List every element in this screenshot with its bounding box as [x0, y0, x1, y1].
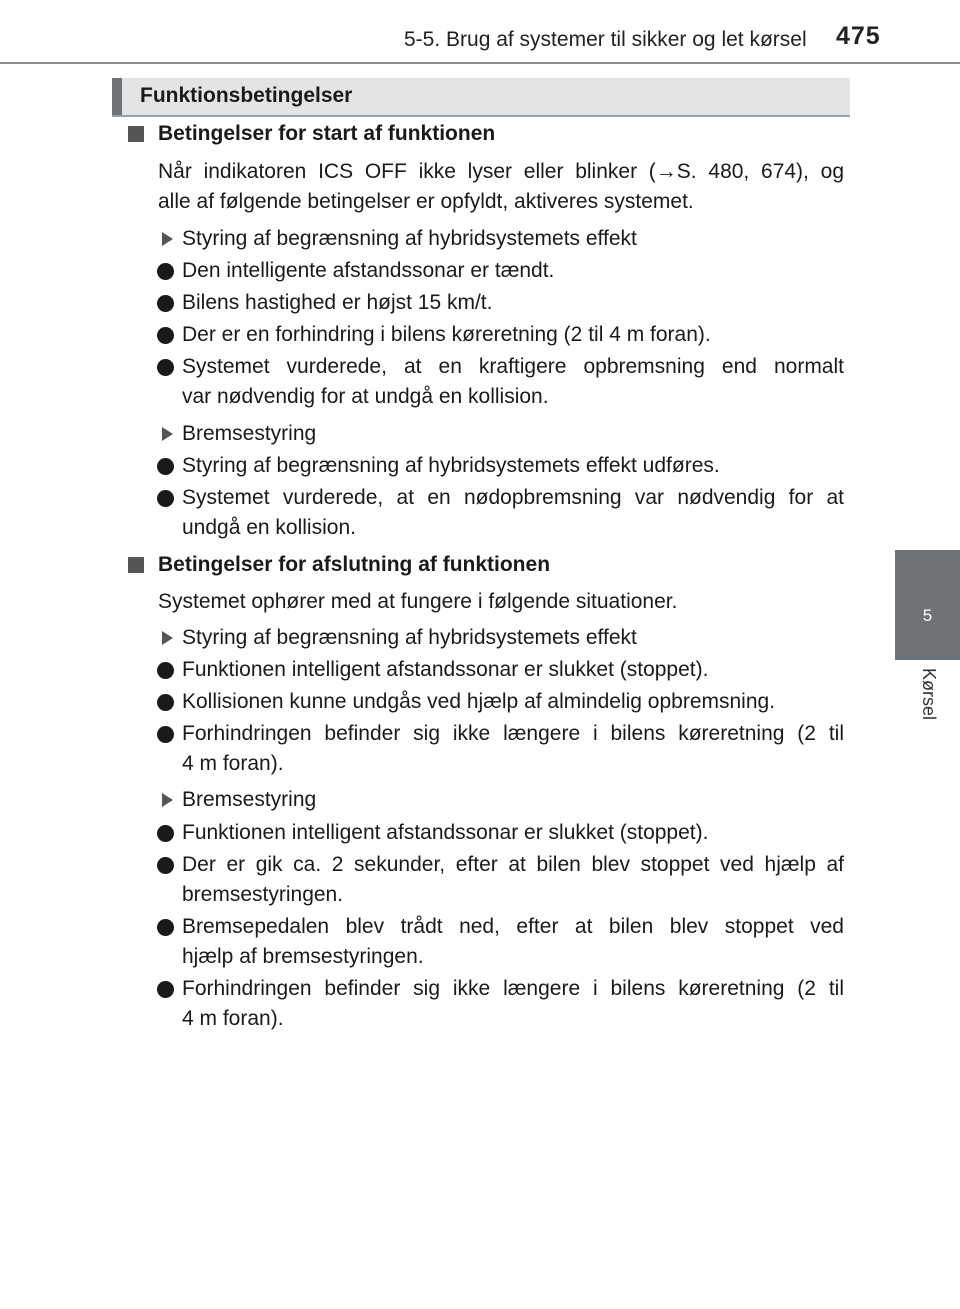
- end-heading: Betingelser for afslutning af funktionen: [158, 553, 551, 576]
- bullet-dot-icon: [157, 295, 174, 312]
- list-item-continuation: hjælp af bremsestyringen.: [182, 945, 424, 968]
- section-title: Funktionsbetingelser: [140, 84, 353, 107]
- triangle-arrow-icon: [162, 427, 173, 441]
- square-bullet-icon: [128, 557, 144, 573]
- triangle-arrow-icon: [162, 631, 173, 645]
- bullet-dot-icon: [157, 662, 174, 679]
- start-heading: Betingelser for start af funktionen: [158, 122, 496, 145]
- list-item-continuation: var nødvendig for at undgå en kollision.: [182, 385, 549, 408]
- bullet-dot-icon: [157, 359, 174, 376]
- start-intro-line: Når indikatoren ICS OFF ikke lyser eller blinker (→S. 480, 674), og: [158, 160, 844, 183]
- page-number: 475: [836, 22, 881, 50]
- list-item-continuation: undgå en kollision.: [182, 516, 356, 539]
- list-item: Den intelligente afstandssonar er tændt.: [182, 259, 555, 282]
- chapter-tab: [895, 550, 960, 660]
- list-item: Forhindringen befinder sig ikke længere i bilens køreretning (2 til: [182, 722, 844, 745]
- bullet-dot-icon: [157, 857, 174, 874]
- list-item: Der er en forhindring i bilens køreretning (2 til 4 m foran).: [182, 323, 711, 346]
- start-intro-line: alle af følgende betingelser er opfyldt, aktiveres systemet.: [158, 190, 694, 213]
- section-divider: [112, 115, 850, 117]
- triangle-arrow-icon: [162, 232, 173, 246]
- bullet-dot-icon: [157, 694, 174, 711]
- bullet-dot-icon: [157, 263, 174, 280]
- bullet-dot-icon: [157, 726, 174, 743]
- list-item-continuation: 4 m foran).: [182, 1007, 284, 1030]
- list-item-continuation: 4 m foran).: [182, 752, 284, 775]
- list-item: Forhindringen befinder sig ikke længere i bilens køreretning (2 til: [182, 977, 844, 1000]
- square-bullet-icon: [128, 126, 144, 142]
- list-item: Der er gik ca. 2 sekunder, efter at bilen blev stoppet ved hjælp af: [182, 853, 844, 876]
- list-item: Funktionen intelligent afstandssonar er slukket (stoppet).: [182, 658, 709, 681]
- list-item: Kollisionen kunne undgås ved hjælp af almindelig opbremsning.: [182, 690, 776, 713]
- subsection-label: Bremsestyring: [182, 422, 317, 445]
- bullet-dot-icon: [157, 919, 174, 936]
- subsection-label: Bremsestyring: [182, 788, 317, 811]
- list-item: Bilens hastighed er højst 15 km/t.: [182, 291, 493, 314]
- running-header: 5-5. Brug af systemer til sikker og let kørsel: [404, 28, 807, 51]
- end-intro: Systemet ophører med at fungere i følgende situationer.: [158, 590, 678, 613]
- list-item-continuation: bremsestyringen.: [182, 883, 344, 906]
- list-item: Systemet vurderede, at en kraftigere opbremsning end normalt: [182, 355, 844, 378]
- subsection-label: Styring af begrænsning af hybridsystemets effekt: [182, 626, 637, 649]
- header-divider: [0, 62, 960, 64]
- subsection-label: Styring af begrænsning af hybridsystemets effekt: [182, 227, 637, 250]
- bullet-dot-icon: [157, 490, 174, 507]
- bullet-dot-icon: [157, 981, 174, 998]
- section-title-bar: [112, 78, 850, 115]
- triangle-arrow-icon: [162, 793, 173, 807]
- list-item: Styring af begrænsning af hybridsystemets effekt udføres.: [182, 454, 720, 477]
- chapter-label: Kørsel: [919, 668, 939, 721]
- list-item: Bremsepedalen blev trådt ned, efter at bilen blev stoppet ved: [182, 915, 844, 938]
- bullet-dot-icon: [157, 327, 174, 344]
- bullet-dot-icon: [157, 458, 174, 475]
- chapter-number: 5: [922, 606, 933, 625]
- list-item: Systemet vurderede, at en nødopbremsning var nødvendig for at: [182, 486, 844, 509]
- bullet-dot-icon: [157, 825, 174, 842]
- list-item: Funktionen intelligent afstandssonar er slukket (stoppet).: [182, 821, 709, 844]
